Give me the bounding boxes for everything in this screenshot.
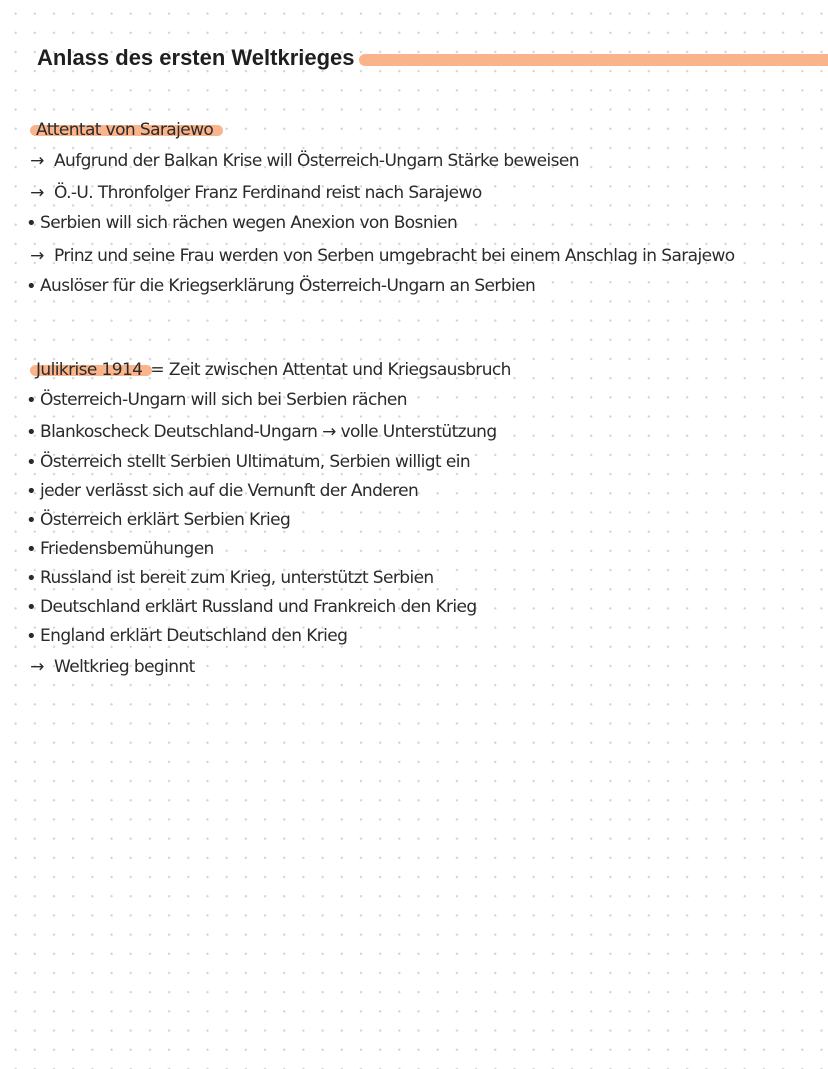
title-row <box>37 42 828 74</box>
highlighted-heading: Attentat von Sarajewo <box>30 120 219 140</box>
list-item-text: Friedensbemühungen <box>40 539 214 559</box>
bullet-icon: • <box>25 389 37 411</box>
list-item-text: Auslöser für die Kriegserklärung Österreich-Ungarn an Serbien <box>40 276 536 296</box>
list-item-text: Ö.-U. Thronfolger Franz Ferdinand reist nach Sarajewo <box>54 183 482 203</box>
heading-definition: = Zeit zwischen Attentat und Kriegsausbruch <box>150 360 511 380</box>
list-item <box>24 653 195 681</box>
list-item-text: Deutschland erklärt Russland und Frankreich den Krieg <box>40 597 477 617</box>
bullet-icon: • <box>25 275 37 297</box>
list-item-text: Serbien will sich rächen wegen Anexion von Bosnien <box>40 213 458 233</box>
section-heading-attentat <box>24 116 219 144</box>
list-item <box>24 535 214 563</box>
list-item-text: Weltkrieg beginnt <box>54 657 195 677</box>
bullet-icon: • <box>25 596 37 618</box>
bullet-icon: • <box>25 625 37 647</box>
list-item-text: Prinz und seine Frau werden von Serben umgebracht bei einem Anschlag in Sarajewo <box>54 246 735 266</box>
list-item-text: Österreich erklärt Serbien Krieg <box>40 510 291 530</box>
arrow-icon: → <box>30 183 44 203</box>
list-item <box>24 418 497 446</box>
list-item <box>24 448 470 476</box>
bullet-icon: • <box>25 421 37 443</box>
list-item <box>24 477 418 505</box>
bullet-icon: • <box>25 212 37 234</box>
bullet-icon: • <box>25 538 37 560</box>
page-title: Anlass des ersten Weltkrieges <box>37 45 355 70</box>
arrow-icon: → <box>30 246 44 266</box>
list-item <box>24 386 407 414</box>
highlighted-heading: Julikrise 1914 <box>30 360 148 380</box>
section-heading-julikrise <box>24 356 511 384</box>
list-item <box>24 593 477 621</box>
list-item <box>24 147 579 175</box>
bullet-icon: • <box>25 509 37 531</box>
list-item-text: Blankoscheck Deutschland-Ungarn → volle Unterstützung <box>40 422 497 442</box>
bullet-icon: • <box>25 567 37 589</box>
arrow-icon: → <box>30 151 44 171</box>
list-item <box>24 272 535 300</box>
list-item <box>24 622 347 650</box>
bullet-icon: • <box>25 480 37 502</box>
list-item-text: Russland ist bereit zum Krieg, unterstützt Serbien <box>40 568 434 588</box>
list-item <box>24 564 434 592</box>
list-item <box>24 506 290 534</box>
list-item-text: Aufgrund der Balkan Krise will Österreich-Ungarn Stärke beweisen <box>54 151 579 171</box>
arrow-icon: → <box>30 657 44 677</box>
title-underline-bar <box>359 54 828 66</box>
list-item-text: Österreich stellt Serbien Ultimatum, Serbien willigt ein <box>40 452 471 472</box>
list-item <box>24 209 457 237</box>
bullet-icon: • <box>25 451 37 473</box>
list-item-text: jeder verlässt sich auf die Vernunft der Anderen <box>40 481 419 501</box>
list-item <box>24 179 482 207</box>
list-item-text: Österreich-Ungarn will sich bei Serbien rächen <box>40 390 407 410</box>
list-item-text: England erklärt Deutschland den Krieg <box>40 626 348 646</box>
list-item <box>24 242 735 270</box>
